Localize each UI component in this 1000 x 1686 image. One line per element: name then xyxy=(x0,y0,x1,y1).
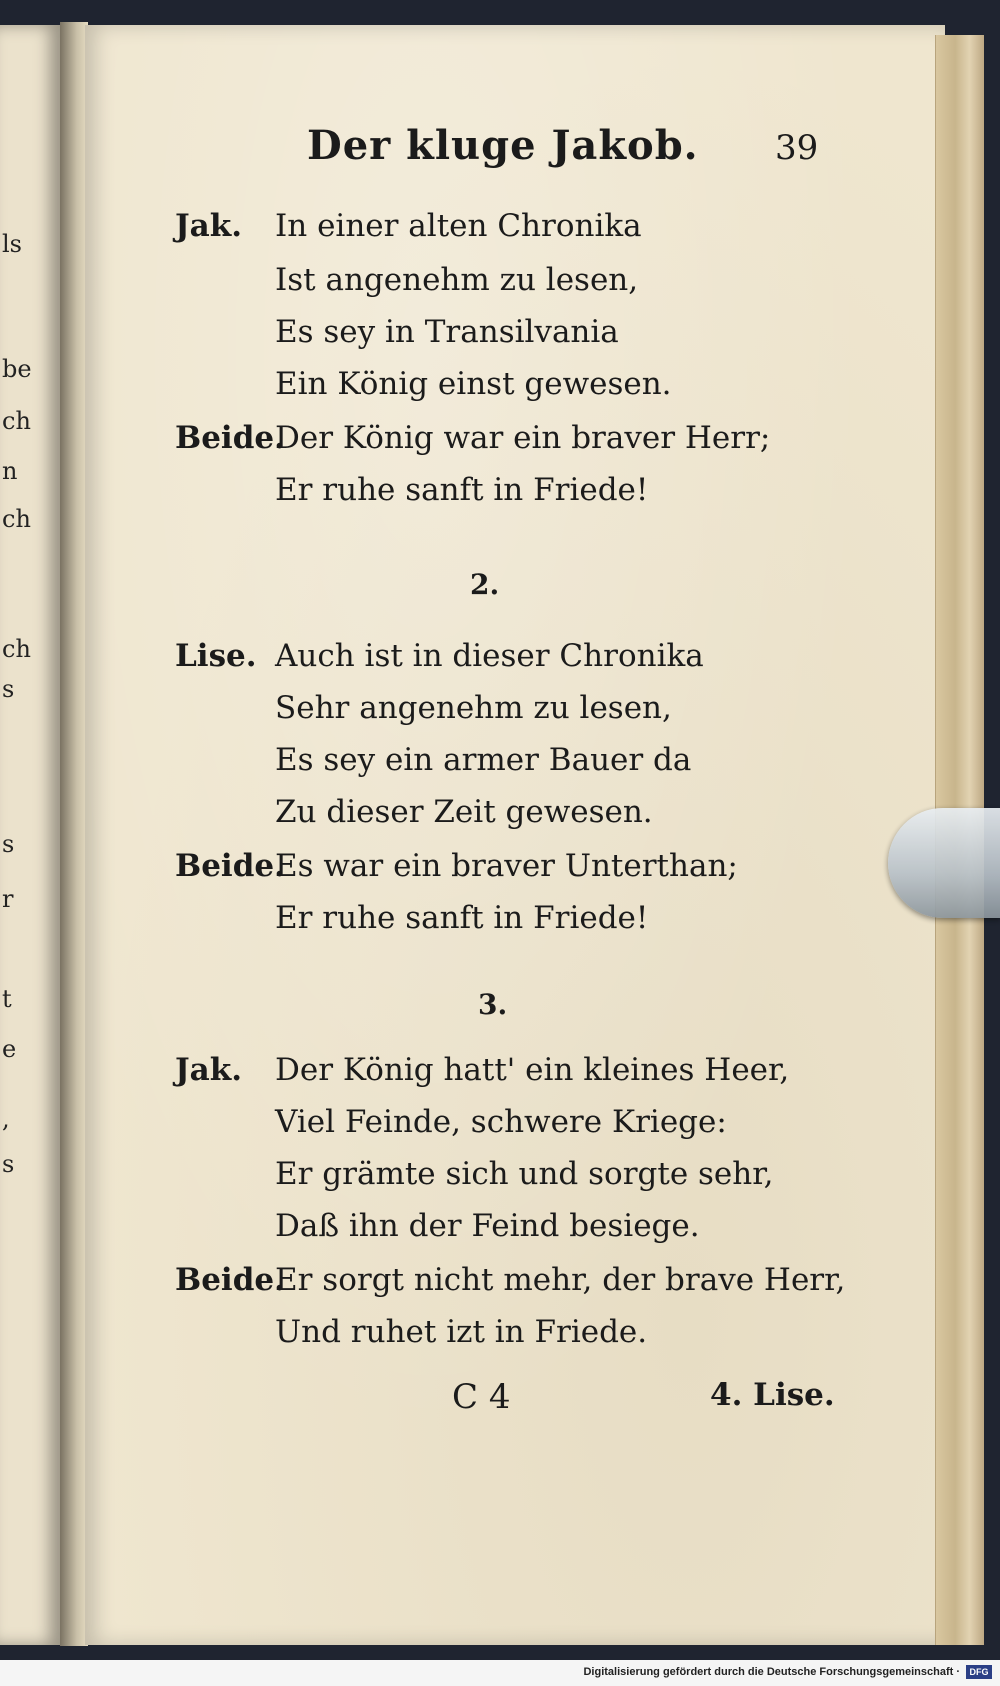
speaker-label: Lise. xyxy=(175,638,257,674)
running-title: Der kluge Jakob. xyxy=(307,122,699,169)
speaker-label: Beide. xyxy=(175,848,285,884)
verse-line: In einer alten Chronika xyxy=(275,208,642,244)
page-number: 39 xyxy=(775,128,819,168)
verse-line: Der König war ein braver Herr; xyxy=(275,420,771,456)
verse-line: Sehr angenehm zu lesen, xyxy=(275,690,672,726)
digitization-credit: Digitalisierung gefördert durch die Deutsche Forschungsgemeinschaft · xyxy=(583,1666,960,1678)
verse-line: Auch ist in dieser Chronika xyxy=(275,638,704,674)
left-fragment: ch xyxy=(2,505,31,533)
left-fragment: s xyxy=(2,830,15,858)
speaker-label: Jak. xyxy=(175,1052,243,1088)
verse-line: Er ruhe sanft in Friede! xyxy=(275,472,649,508)
left-fragment: , xyxy=(2,1105,10,1133)
verse-line: Viel Feinde, schwere Kriege: xyxy=(275,1104,727,1140)
speaker-label: Beide. xyxy=(175,1262,285,1298)
signature-mark: C 4 xyxy=(452,1377,511,1417)
verse-line: Er grämte sich und sorgte sehr, xyxy=(275,1156,774,1192)
verse-line: Es sey ein armer Bauer da xyxy=(275,742,692,778)
verse-line: Und ruhet izt in Friede. xyxy=(275,1314,648,1350)
left-fragment: e xyxy=(2,1035,17,1063)
left-fragment: ch xyxy=(2,635,31,663)
left-fragment: s xyxy=(2,1150,15,1178)
left-fragment: ls xyxy=(2,230,22,258)
left-fragment: be xyxy=(2,355,32,383)
left-fragment: t xyxy=(2,985,12,1013)
verse-line: Er ruhe sanft in Friede! xyxy=(275,900,649,936)
left-fragment: s xyxy=(2,675,15,703)
verse-line: Es war ein braver Unterthan; xyxy=(275,848,738,884)
left-fragment: ch xyxy=(2,407,31,435)
verse-line: Der König hatt' ein kleines Heer, xyxy=(275,1052,790,1088)
left-fragment: n xyxy=(2,457,18,485)
stanza-number: 2. xyxy=(470,568,500,601)
verse-line: Ein König einst gewesen. xyxy=(275,366,672,402)
verse-line: Er sorgt nicht mehr, der brave Herr, xyxy=(275,1262,846,1298)
verse-line: Daß ihn der Feind besiege. xyxy=(275,1208,700,1244)
dfg-logo: DFG xyxy=(966,1665,992,1679)
left-fragment: r xyxy=(2,885,14,913)
stanza-number: 3. xyxy=(478,988,508,1021)
verse-line: Es sey in Transilvania xyxy=(275,314,619,350)
speaker-label: Beide. xyxy=(175,420,285,456)
verse-line: Ist angenehm zu lesen, xyxy=(275,262,639,298)
catchword: 4. Lise. xyxy=(710,1377,835,1413)
speaker-label: Jak. xyxy=(175,208,243,244)
verse-line: Zu dieser Zeit gewesen. xyxy=(275,794,653,830)
